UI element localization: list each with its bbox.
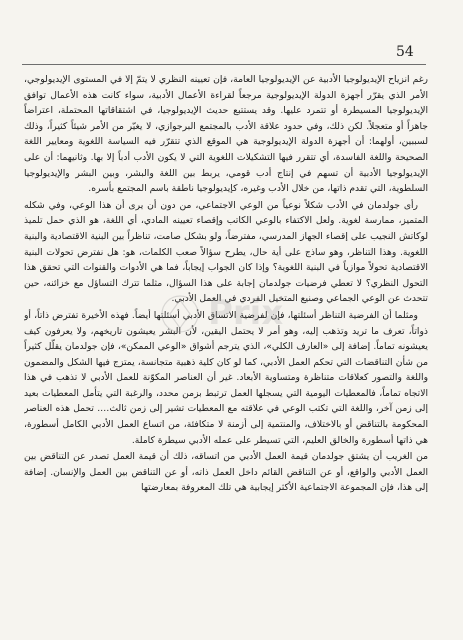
body-text [24,72,428,632]
header-rule [22,64,426,65]
paragraph-2: رأى جولدمان في الأدب شكلاً نوعياً من الوعي الاجتماعي، من دون أن يرى أن هذا الوعي، وفي شكله المتميز، ممارسة لغوية. ولعل الاكتفاء بالوعي الكاتب وإقصاء تعيينه المادي، أي اللغة، هو الذي حمل تلميذ لوكاتش النجيب على إقصاء الجهاز المدرسي، مفترضاً، ولو بشكل صامت، تناظراً بين البنية الاقتصادية والبنية اللغوية. وهذا التناظر، وهو ساذج على أية حال، يطرح سؤالاً صعب الكلمات، هو: هل نفترض تحولات البنية الاقتصادية تحولاً موازياً في البنية اللغوية؟ وإذا كان الجواب إيجاباً، فما هي الأدوات والقنوات التي تحقق هذا التحول النظري؟ لا تعطي فرضيات جولدمان إجابة على هذا السؤال، مثلما تترك التساؤل مع خزائنه، حين تتحدث عن الوعي الجماعي وصنيع المتخيل الفردي في العمل الأدبي. [24,199,428,305]
paragraph-4: من الغريب أن يشتق جولدمان قيمة العمل الأدبي من اتساقه، ذلك أن قيمة العمل تصدر عن التناقض بين العمل الأدبي والواقع، أو عن التناقض القائم داخل العمل ذاته، أو عن التناقض بين العمل والإنسان. إضافة إلى هذا، فإن المجموعة الاجتماعية الأكثر إيجابية هي تلك المعروفة بمعارضتها [24,451,428,494]
watermark-text: Prix [208,293,284,333]
paragraph-3: ومثلما أن الفرضية التناظر أسئلتها، فإن لفرضية الاتساق الأدبي أسئلتها أيضاً. فهذه الأخيرة تفترض ذاتاً، أو ذواتاً، تعرف ما تريد وتذهب إليه، وهو أمر لا يحتمل اليقين، لأن البشر يعيشون تاريخهم، ولا يعرفون كيف يعيشونه تماماً. إضافة إلى «العارف الكلي»، الذي يترجم أشواق «الوعي الممكن»، فإن جولدمان يقلّل كثيراً من شأن التناقضات التي تحكم العمل الأدبي، كما لو كان كلية ذهبية متجانسة، يمتزج فيها الشكل والمضمون واللغة والتصور كعلاقات متناظرة ومتساوية الأبعاد. غير أن العناصر المكوّنة للعمل الأدبي لا تذهب في هذا الاتجاه تماماً، فالمعطيات اليومية التي يسجلها العمل ترتبط بزمن محدد، والرغبة التي يتأمل المعطيات بعيد إلى زمن آخر، واللغة التي تكتب الوعي في علاقته مع المعطيات تشير إلى زمن ثالث…. تحمل هذه العناصر المحكومة بالتناقض أو بالاختلاف، والمنتمية إلى أزمنة لا متكافئة، من اتساع العمل الأدبي الكامل أسطورة، هي ذاتها أسطورة والخالق العليم، التي تسيطر على عمله الأدبي سيطرة كاملة. [24,309,428,446]
paragraph-1: رغم انزياح الإيديولوجيا الأدبية عن الإيديولوجيا العامة، فإن تعيينه النظري لا يتمّ إلا في المستوى الإيديولوجي، الأمر الذي يقرّر أجهزة الدولة الإيديولوجية مرجعاً لقراءة الأعمال الأدبية، سواء كانت هذه الأعمال توافق الإيديولوجيا المسيطرة أو تتمرد عليها. وقد يستتبع حديث الإيديولوجيا، في اشتقاقاتها المحتملة، اعتراضاً جاهزاً أو متعجلاً. لكن ذلك، وفي حدود علاقة الأدب بالمجتمع البرجوازي، لا يغيّر من الأمر شيئاً كثيراً، وذلك لسببين، أولهما: أن أجهزة الدولة الإيديولوجية هي الموقع الذي تتقرّر فيه السياسة اللغوية ومعايير اللغة الصحيحة واللغة الفاسدة، أي تتقرر فيها التشكيلات اللغوية التي لا يكون الأدب أدباً إلا بها. وثانيهما: أن على الإيديولوجيا الأدبية أن تسهم في إنتاج أدب قومي، يربط بين اللغة والبشر، وبين البشر والإيديولوجيا السلطوية، التي تقدم ذاتها، من خلال الأدب وغيره، كإيديولوجيا ناطقة باسم المجتمع بأسره. [24,74,428,195]
page-number: 54 [396,44,414,60]
